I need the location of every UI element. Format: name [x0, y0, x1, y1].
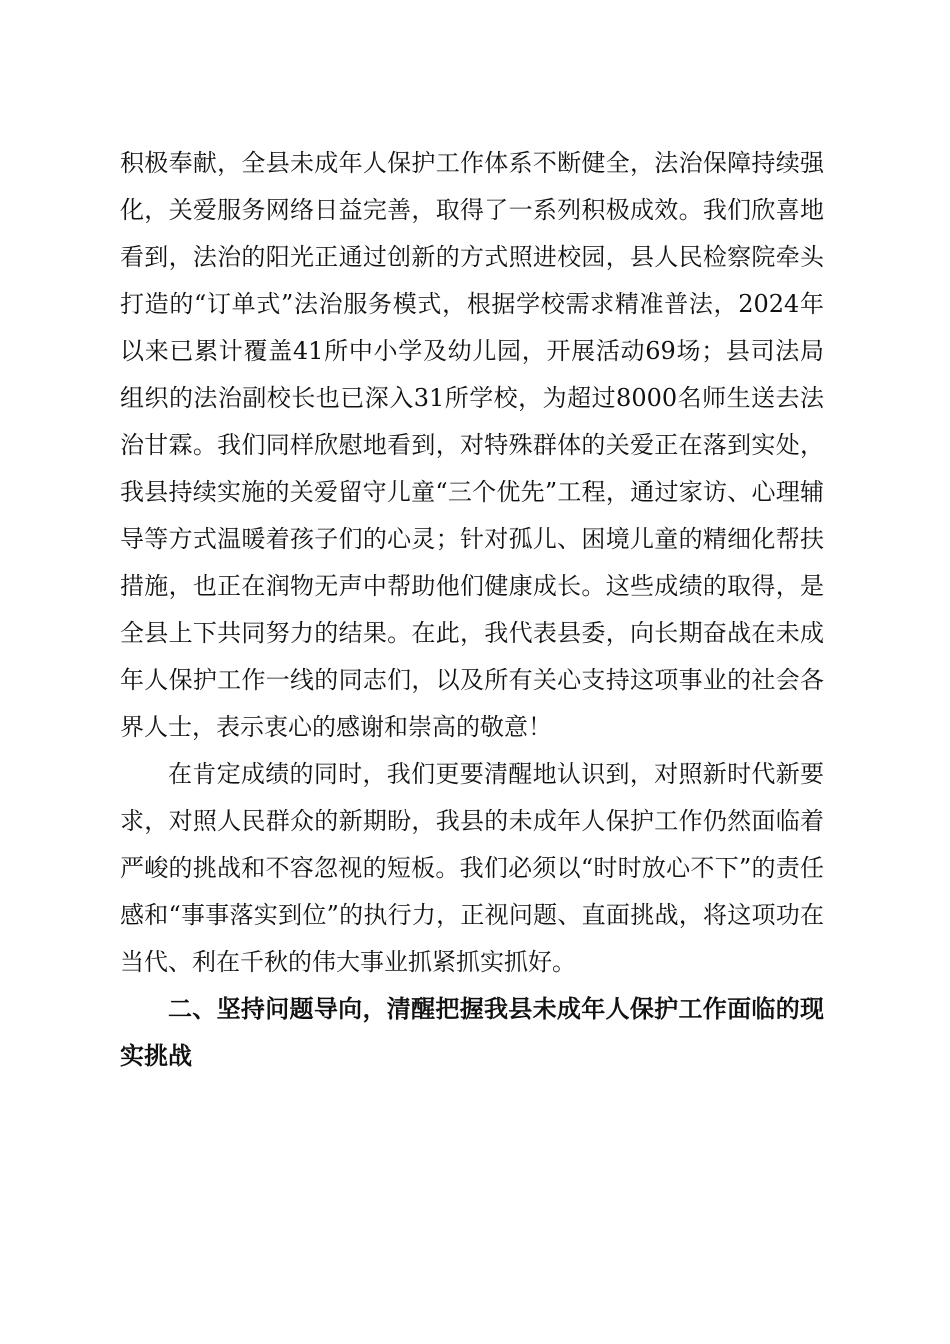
- section-heading: 二、坚持问题导向，清醒把握我县未成年人保护工作面临的现实挑战: [120, 995, 824, 1070]
- body-paragraph-continued: 积极奉献，全县未成年人保护工作体系不断健全，法治保障持续强化，关爱服务网络日益完善，取得了一系列积极成效。我们欣喜地看到，法治的阳光正通过创新的方式照进校园，县人民检察院牵头打造的“订单式”法治服务模式，根据学校需求精准普法，2024年以来已累计覆盖41所中小学及幼儿园，开展活动69场；县司法局组织的法治副校长也已深入31所学校，为超过8000名师生送去法治甘霖。我们同样欣慰地看到，对特殊群体的关爱正在落到实处，我县持续实施的关爱留守儿童“三个优先”工程，通过家访、心理辅导等方式温暖着孩子们的心灵；针对孤儿、困境儿童的精细化帮扶措施，也正在润物无声中帮助他们健康成长。这些成绩的取得，是全县上下共同努力的结果。在此，我代表县委，向长期奋战在未成年人保护工作一线的同志们，以及所有关心支持这项事业的社会各界人士，表示衷心的感谢和崇高的敬意！: [120, 149, 824, 741]
- document-body: [120, 140, 824, 1080]
- body-paragraph: 在肯定成绩的同时，我们更要清醒地认识到，对照新时代新要求，对照人民群众的新期盼，我县的未成年人保护工作仍然面临着严峻的挑战和不容忽视的短板。我们必须以“时时放心不下”的责任感和“事事落实到位”的执行力，正视问题、直面挑战，将这项功在当代、利在千秋的伟大事业抓紧抓实抓好。: [120, 760, 824, 976]
